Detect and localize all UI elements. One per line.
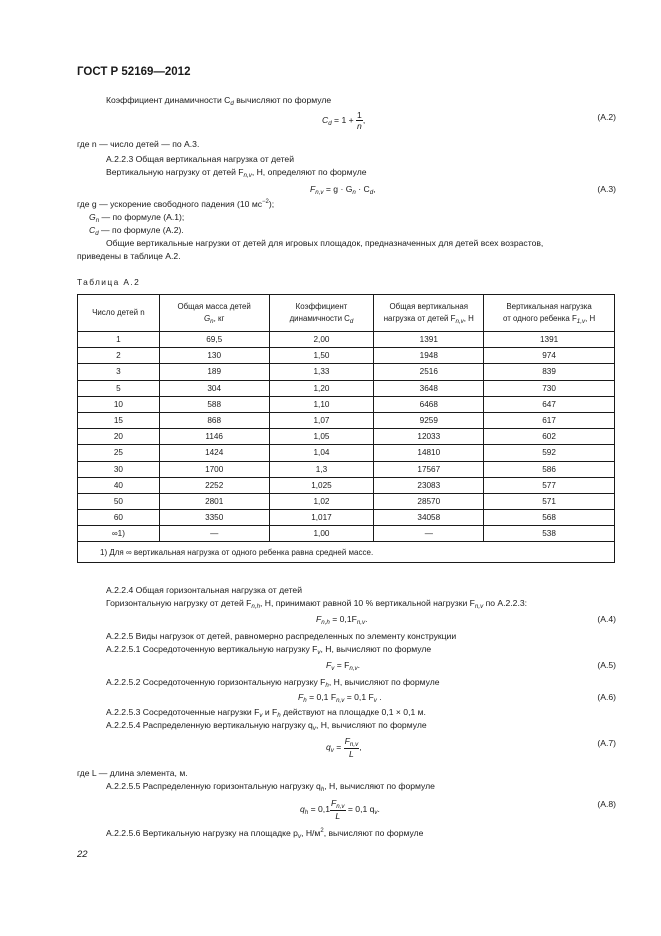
table-row	[78, 493, 615, 509]
table-cell: 28570	[374, 493, 484, 509]
table-cell: 1391	[374, 332, 484, 348]
table-row	[78, 510, 615, 526]
table-cell: 2	[78, 348, 160, 364]
table-cell: 25	[78, 445, 160, 461]
table-footnote: 1) Для ∞ вертикальная нагрузка от одного ребенка равна средней массе.	[78, 542, 615, 563]
table-cell: 10	[78, 396, 160, 412]
table-row	[78, 461, 615, 477]
equation-a3: $F_{n,v} = g \cdot G_n \cdot C_d$,	[310, 184, 376, 196]
table-cell: 1948	[374, 348, 484, 364]
paragraph-vertical-load: Вертикальную нагрузку от детей $F_{n,v}$, Н, определяют по формуле	[106, 167, 367, 179]
table-cell: —	[374, 526, 484, 542]
document-header: ГОСТ Р 52169—2012	[77, 66, 191, 78]
table-cell: 17567	[374, 461, 484, 477]
table-cell: 1,05	[269, 429, 374, 445]
equation-label-a6: (A.6)	[597, 692, 616, 702]
table-cell: 730	[484, 380, 615, 396]
table-cell: 538	[484, 526, 615, 542]
table-cell: 20	[78, 429, 160, 445]
section-a-2-2-5-5: А.2.2.5.5 Распределенную горизонтальную нагрузку $q_h$, Н, вычисляют по формуле	[106, 781, 435, 793]
table-cell: 1,3	[269, 461, 374, 477]
table-cell: 974	[484, 348, 615, 364]
table-cell: 304	[159, 380, 269, 396]
table-cell: 1,50	[269, 348, 374, 364]
table-row	[78, 332, 615, 348]
table-cell: 1,33	[269, 364, 374, 380]
table-cell: 40	[78, 477, 160, 493]
table-cell: 1700	[159, 461, 269, 477]
table-cell: 3350	[159, 510, 269, 526]
table-row	[78, 396, 615, 412]
where-g: где g — ускорение свободного падения (10 $мс^{-2}$);	[77, 199, 275, 209]
section-a-2-2-3: А.2.2.3 Общая вертикальная нагрузка от детей	[106, 154, 295, 164]
equation-a8: $q_h = 0,1$ $\frac{F_{n,v}}{L}$ = 0,1 $q_v$.	[300, 798, 380, 821]
table-cell: 2252	[159, 477, 269, 493]
table-row	[78, 364, 615, 380]
equation-a4: $F_{n,h} = 0,1F_{n,v}$.	[316, 614, 368, 626]
where-l: где L — длина элемента, м.	[77, 768, 188, 778]
table-cell: 1	[78, 332, 160, 348]
equation-a2: $C_d = 1$ + $\frac{1}{n}$ ,	[322, 110, 366, 131]
table-cell: 1,04	[269, 445, 374, 461]
table-cell: 1,07	[269, 412, 374, 428]
table-cell: 2801	[159, 493, 269, 509]
table-cell: 568	[484, 510, 615, 526]
paragraph-total-loads-1: Общие вертикальные нагрузки от детей для игровых площадок, предназначенных для детей всех возрастов,	[106, 238, 544, 248]
table-row	[78, 445, 615, 461]
table-cell: 50	[78, 493, 160, 509]
paragraph-total-loads-2: приведены в таблице А.2.	[77, 251, 181, 261]
section-a-2-2-5-1: А.2.2.5.1 Сосредоточенную вертикальную нагрузку $F_v$, Н, вычисляют по формуле	[106, 644, 432, 656]
table-cell: 1424	[159, 445, 269, 461]
table-cell: 1,00	[269, 526, 374, 542]
equation-label-a2: (A.2)	[597, 112, 616, 122]
table-row	[78, 526, 615, 542]
page-number: 22	[77, 849, 88, 860]
table-cell: 1,10	[269, 396, 374, 412]
paragraph-dynamic-coefficient: Коэффициент динамичности $C_d$ вычисляют по формуле	[106, 95, 332, 107]
equation-label-a8: (A.8)	[597, 799, 616, 809]
table-cell: 3	[78, 364, 160, 380]
equation-label-a3: (A.3)	[597, 184, 616, 194]
table-cell: 34058	[374, 510, 484, 526]
table-cell: 14810	[374, 445, 484, 461]
table-row	[78, 429, 615, 445]
table-cell: ∞1)	[78, 526, 160, 542]
table-row	[78, 348, 615, 364]
table-row	[78, 380, 615, 396]
where-gn: $G_n$ — по формуле (А.1);	[89, 212, 185, 224]
table-cell: 588	[159, 396, 269, 412]
where-cd: $C_d$ — по формуле (А.2).	[89, 225, 184, 237]
header-load-per-child: Вертикальная нагрузка от одного ребенка $F_{1,v}$, Н	[484, 295, 615, 332]
section-a-2-2-4: А.2.2.4 Общая горизонтальная нагрузка от детей	[106, 585, 303, 595]
table-row	[78, 412, 615, 428]
equation-label-a7: (A.7)	[597, 738, 616, 748]
equation-a6: $F_h = 0,1$ $F_{n,v} = 0,1$ $F_v$ .	[298, 692, 382, 704]
table-cell: 9259	[374, 412, 484, 428]
table-cell: 1146	[159, 429, 269, 445]
table-cell: 3648	[374, 380, 484, 396]
equation-label-a5: (A.5)	[597, 660, 616, 670]
table-cell: 12033	[374, 429, 484, 445]
table-cell: 1,017	[269, 510, 374, 526]
table-cell: 1391	[484, 332, 615, 348]
header-total-mass: Общая масса детей $G_n$, кг	[159, 295, 269, 332]
table-cell: 839	[484, 364, 615, 380]
table-cell: 586	[484, 461, 615, 477]
table-cell: 69,5	[159, 332, 269, 348]
table-cell: 1,02	[269, 493, 374, 509]
table-caption: Таблица А.2	[77, 277, 141, 287]
section-a-2-2-5-4: А.2.2.5.4 Распределенную вертикальную нагрузку $q_v$, Н, вычисляют по формуле	[106, 720, 427, 732]
table-cell: 5	[78, 380, 160, 396]
table-cell: 130	[159, 348, 269, 364]
table-cell: 6468	[374, 396, 484, 412]
table-cell: 577	[484, 477, 615, 493]
section-a-2-2-5-2: А.2.2.5.2 Сосредоточенную горизонтальную нагрузку $F_h$, Н, вычисляют по формуле	[106, 677, 440, 689]
where-n: где n — число детей — по А.3.	[77, 139, 200, 149]
table-cell: 15	[78, 412, 160, 428]
equation-a7: $q_v$ = $\frac{F_{n,v}}{L}$ ,	[326, 736, 362, 759]
header-children-count: Число детей n	[78, 295, 160, 332]
table-cell: 189	[159, 364, 269, 380]
table-cell: 1,20	[269, 380, 374, 396]
section-a-2-2-5-6: А.2.2.5.6 Вертикальную нагрузку на площадке $p_v$, $Н/м^2$, вычисляют по формуле	[106, 828, 424, 840]
table-cell: 868	[159, 412, 269, 428]
table-footnote-row	[78, 542, 615, 563]
table-cell: 30	[78, 461, 160, 477]
header-total-vertical-load: Общая вертикальная нагрузка от детей $F_{n,v}$, Н	[374, 295, 484, 332]
paragraph-horizontal-load: Горизонтальную нагрузку от детей $F_{n,h}$, Н, принимают равной 10 % вертикальной нагрузки $F_{n,v}$ по А.2.2.3:	[106, 598, 528, 610]
equation-label-a4: (A.4)	[597, 614, 616, 624]
table-cell: 617	[484, 412, 615, 428]
header-dynamic-coefficient: Коэффициент динамичности $C_d$	[269, 295, 374, 332]
table-cell: 571	[484, 493, 615, 509]
table-cell: 602	[484, 429, 615, 445]
table-cell: 647	[484, 396, 615, 412]
table-cell: 2,00	[269, 332, 374, 348]
table-row	[78, 477, 615, 493]
equation-a5: $F_v = F_{n,v}$.	[326, 660, 361, 672]
section-a-2-2-5-3: А.2.2.5.3 Сосредоточенные нагрузки $F_v$ и $F_h$ действуют на площадке 0,1 × 0,1 м.	[106, 707, 426, 719]
section-a-2-2-5: А.2.2.5 Виды нагрузок от детей, равномерно распределенных по элементу конструкции	[106, 631, 457, 641]
table-cell: 2516	[374, 364, 484, 380]
table-cell: 60	[78, 510, 160, 526]
table-cell: 1,025	[269, 477, 374, 493]
table-header-row	[78, 295, 615, 332]
table-cell: —	[159, 526, 269, 542]
table-cell: 592	[484, 445, 615, 461]
loads-table	[77, 294, 615, 563]
table-cell: 23083	[374, 477, 484, 493]
